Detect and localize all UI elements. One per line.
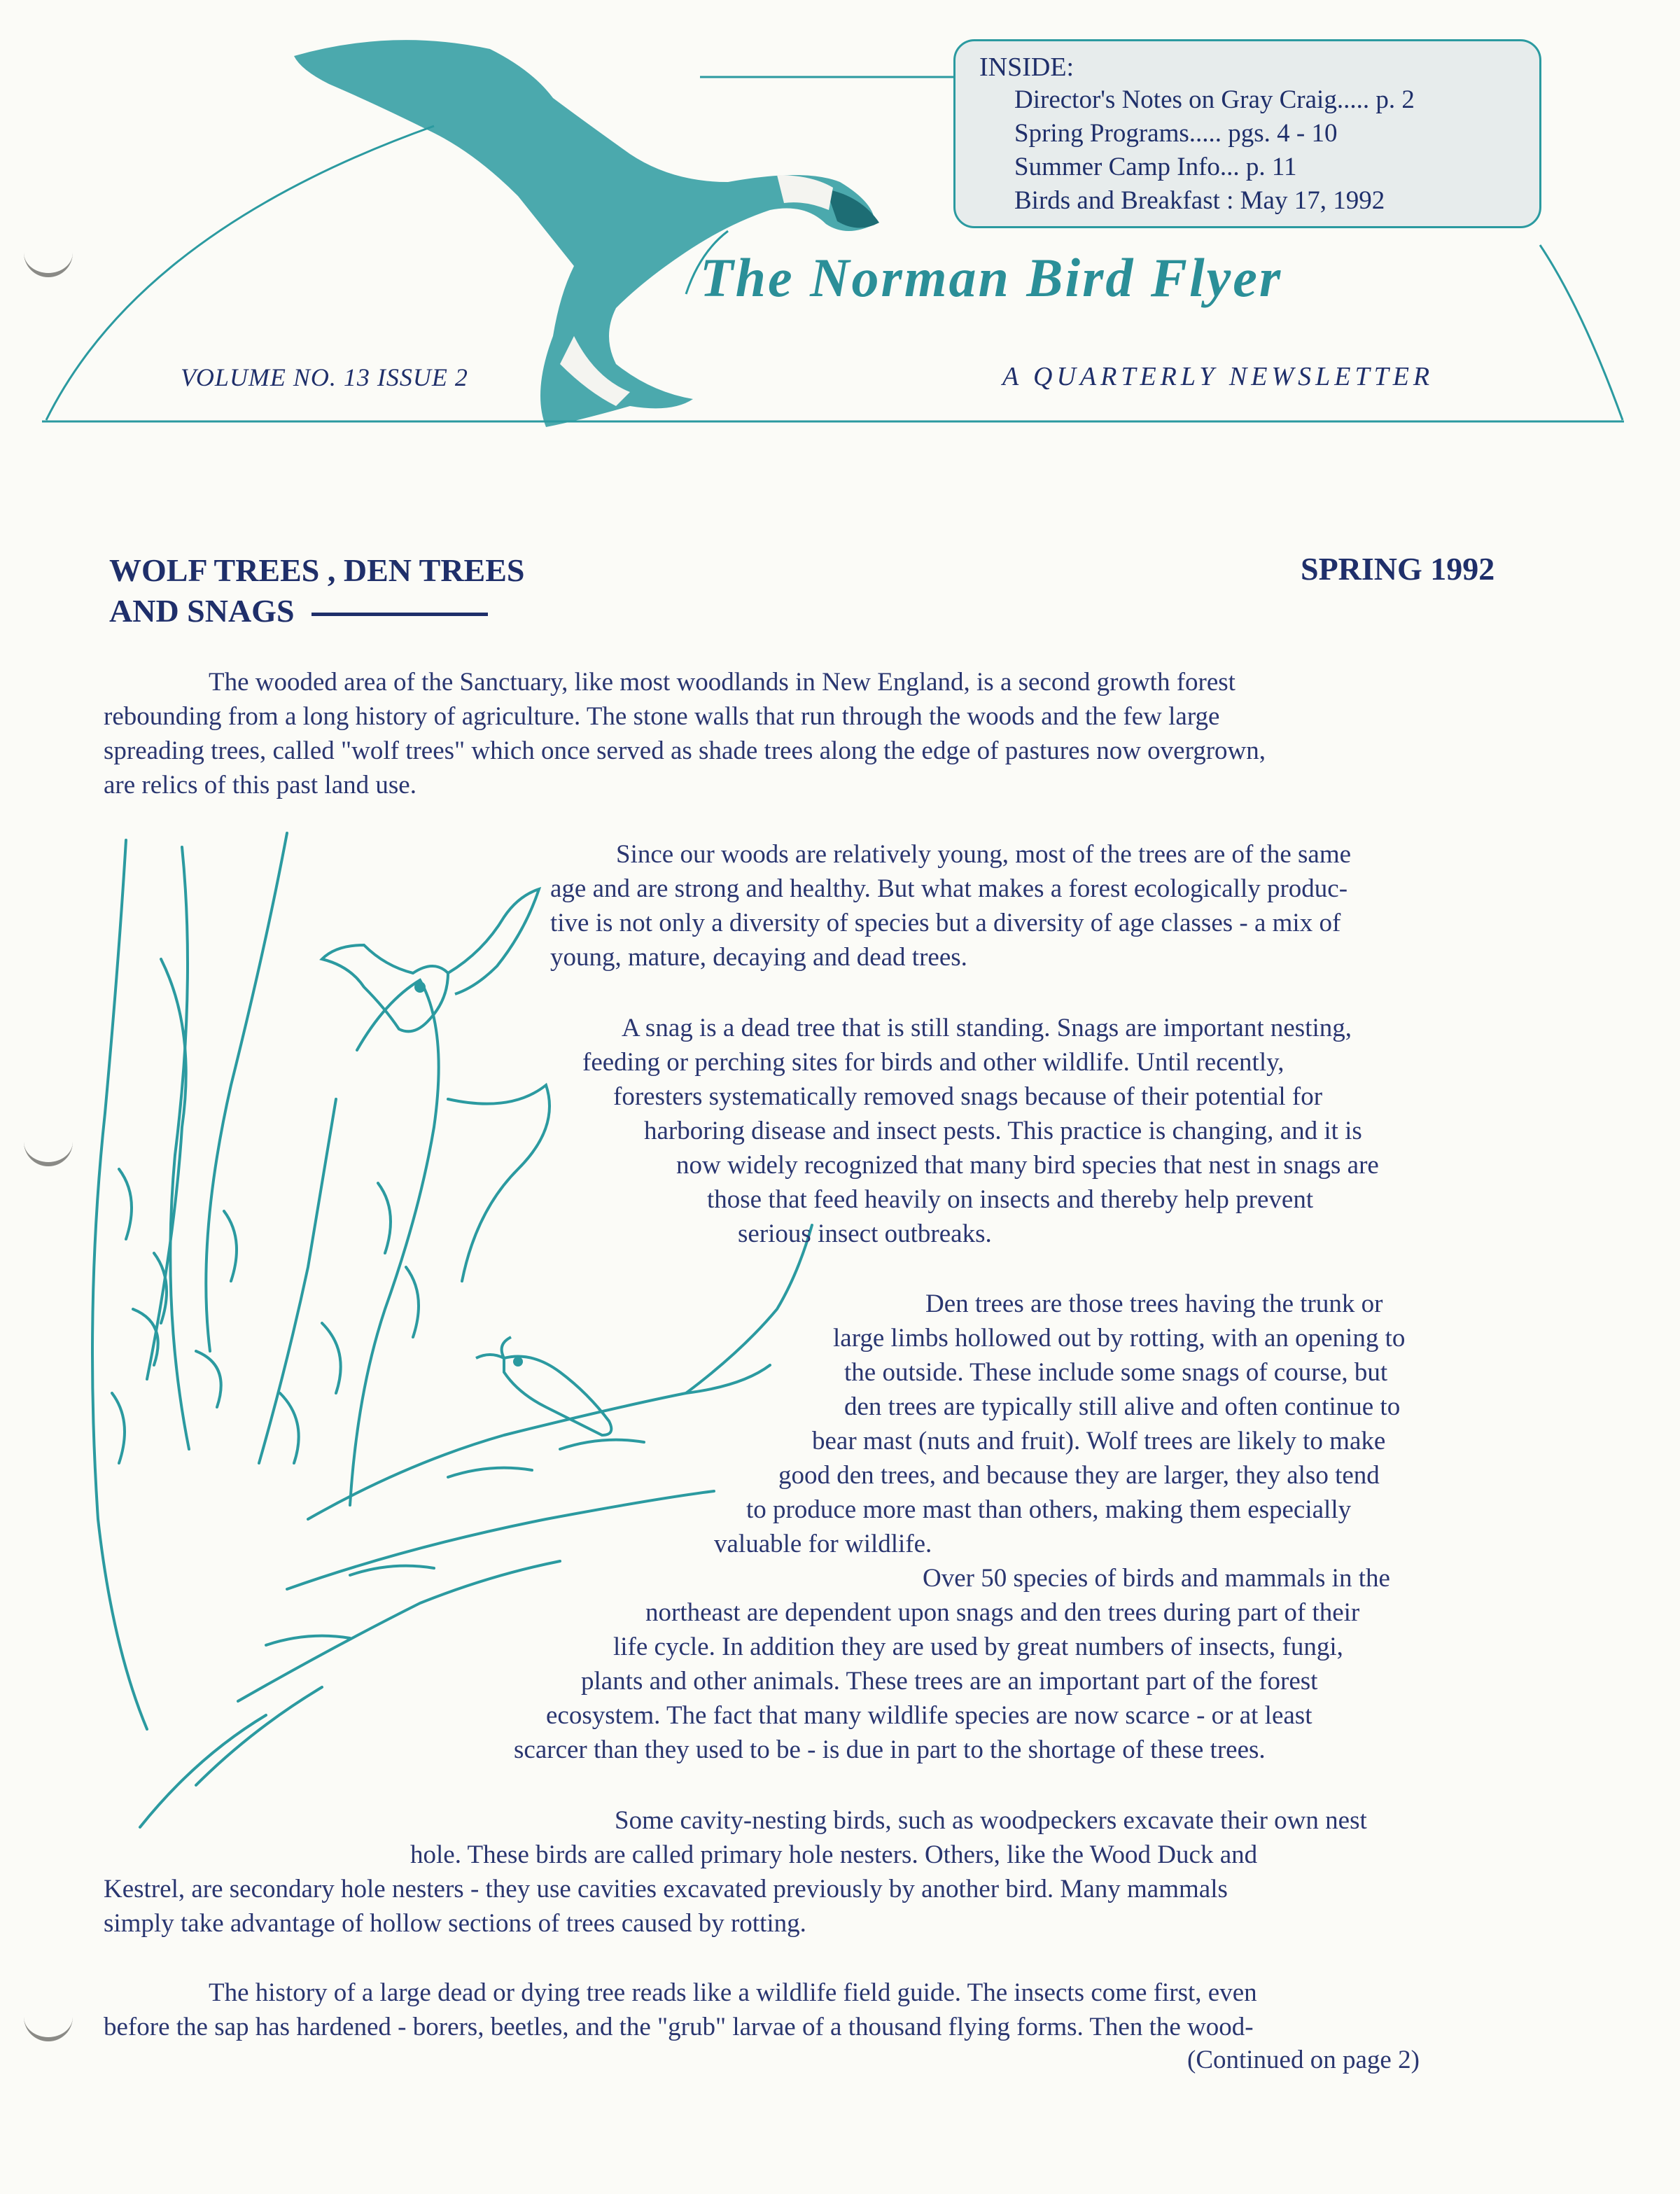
text-line: tive is not only a diversity of species but a diversity of age classes - a mix of: [550, 909, 1341, 937]
text-line: bear mast (nuts and fruit). Wolf trees are likely to make: [812, 1427, 1386, 1455]
heading-rule: [312, 613, 488, 616]
continued-note: (Continued on page 2): [1187, 2046, 1420, 2074]
text-line: plants and other animals. These trees are an important part of the forest: [581, 1667, 1318, 1696]
inside-item-summer-camp: Summer Camp Info... p. 11: [1014, 153, 1297, 181]
text-line: large limbs hollowed out by rotting, with an opening to: [833, 1324, 1406, 1353]
text-line: harboring disease and insect pests. This practice is changing, and it is: [644, 1117, 1362, 1145]
newsletter-subtitle: A QUARTERLY NEWSLETTER: [1002, 362, 1434, 391]
text-line: before the sap has hardened - borers, beetles, and the "grub" larvae of a thousand flying forms. Then the wood-: [104, 2013, 1254, 2041]
text-line: simply take advantage of hollow sections of trees caused by rotting.: [104, 1909, 806, 1938]
binder-hole-bottom: [24, 2009, 73, 2041]
inside-item-birds-breakfast: Birds and Breakfast : May 17, 1992: [1014, 186, 1385, 215]
text-line: Over 50 species of birds and mammals in the: [923, 1564, 1390, 1593]
inside-title: INSIDE:: [979, 53, 1074, 82]
text-line: to produce more mast than others, making them especially: [746, 1495, 1352, 1524]
text-line: now widely recognized that many bird species that nest in snags are: [676, 1151, 1379, 1180]
inside-item-spring-programs: Spring Programs..... pgs. 4 - 10: [1014, 119, 1338, 148]
text-line: young, mature, decaying and dead trees.: [550, 943, 967, 972]
text-line: ecosystem. The fact that many wildlife species are now scarce - or at least: [546, 1701, 1312, 1730]
volume-issue: VOLUME NO. 13 ISSUE 2: [181, 363, 468, 391]
text-line: serious insect outbreaks.: [738, 1220, 992, 1248]
text-line: spreading trees, called "wolf trees" which once served as shade trees along the edge of pastures now overgrown,: [104, 736, 1266, 765]
text-line: life cycle. In addition they are used by great numbers of insects, fungi,: [613, 1633, 1343, 1661]
inside-item-directors-notes: Director's Notes on Gray Craig..... p. 2: [1014, 85, 1415, 114]
text-line: hole. These birds are called primary hole nesters. Others, like the Wood Duck and: [410, 1840, 1258, 1869]
inside-box: [953, 39, 1541, 228]
text-line: foresters systematically removed snags because of their potential for: [613, 1082, 1323, 1111]
text-line: rebounding from a long history of agriculture. The stone walls that run through the woods and the few large: [104, 702, 1220, 731]
text-line: valuable for wildlife.: [714, 1530, 932, 1558]
text-line: Since our woods are relatively young, most of the trees are of the same: [616, 840, 1352, 869]
text-line: the outside. These include some snags of course, but: [844, 1358, 1388, 1387]
text-line: Den trees are those trees having the trunk or: [925, 1290, 1383, 1318]
article-heading-line2: AND SNAGS: [109, 593, 295, 629]
text-line: are relics of this past land use.: [104, 771, 416, 799]
text-line: The wooded area of the Sanctuary, like most woodlands in New England, is a second growth forest: [209, 668, 1236, 697]
songbird-icon: [476, 1337, 611, 1435]
article-heading-line1: WOLF TREES , DEN TREES: [109, 552, 525, 588]
text-line: age and are strong and healthy. But what makes a forest ecologically produc-: [550, 874, 1348, 903]
issue-season: SPRING 1992: [1301, 551, 1495, 587]
article-heading: [109, 550, 525, 631]
text-line: The history of a large dead or dying tree reads like a wildlife field guide. The insects come first, even: [209, 1978, 1257, 2007]
text-line: those that feed heavily on insects and thereby help prevent: [707, 1185, 1314, 1214]
owl-icon: [322, 889, 539, 1031]
text-line: good den trees, and because they are larger, they also tend: [778, 1461, 1380, 1490]
text-line: A snag is a dead tree that is still standing. Snags are important nesting,: [622, 1014, 1352, 1042]
text-line: scarcer than they used to be - is due in part to the shortage of these trees.: [514, 1735, 1266, 1764]
text-line: den trees are typically still alive and often continue to: [844, 1392, 1401, 1421]
text-line: Some cavity-nesting birds, such as woodpeckers excavate their own nest: [615, 1806, 1367, 1835]
newsletter-title: The Norman Bird Flyer: [700, 247, 1283, 308]
text-line: northeast are dependent upon snags and den trees during part of their: [645, 1598, 1360, 1627]
text-line: feeding or perching sites for birds and other wildlife. Until recently,: [582, 1048, 1284, 1077]
text-line: Kestrel, are secondary hole nesters - they use cavities excavated previously by another bird. Many mammals: [104, 1875, 1228, 1903]
